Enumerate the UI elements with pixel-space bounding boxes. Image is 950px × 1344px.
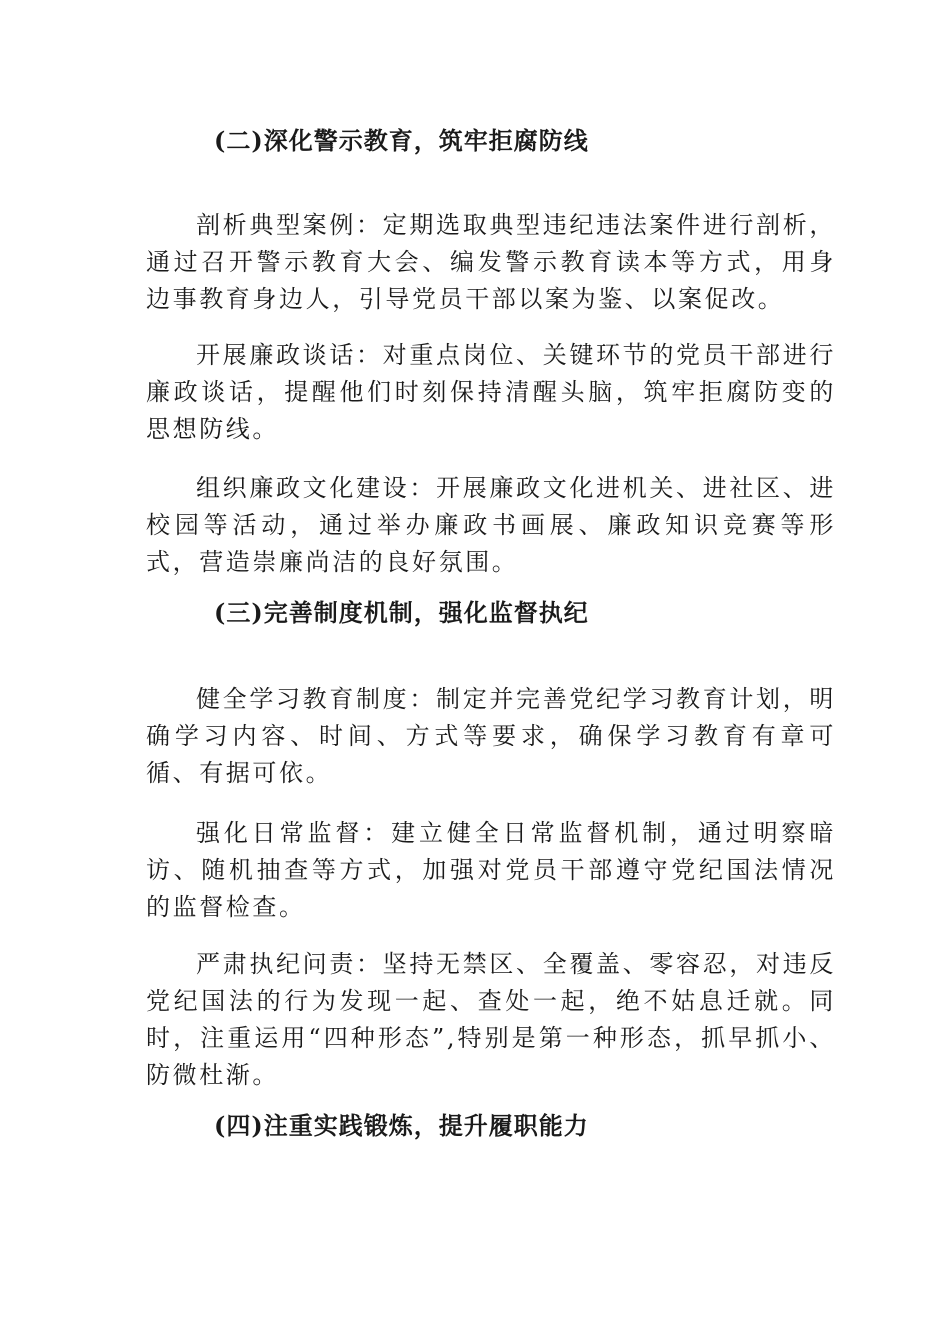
section-heading-3: (三)完善制度机制，强化监督执纪: [214, 598, 589, 627]
paragraph-case-analysis: 剖析典型案例：定期选取典型违纪违法案件进行剖析，通过召开警示教育大会、编发警示教育读本等方式，用身边事教育身边人，引导党员干部以案为鉴、以案促改。: [146, 211, 836, 313]
paragraph-study-system: 健全学习教育制度：制定并完善党纪学习教育计划，明确学习内容、时间、方式等要求，确保学习教育有章可循、有据可依。: [146, 685, 836, 787]
paragraph-integrity-talk: 开展廉政谈话：对重点岗位、关键环节的党员干部进行廉政谈话，提醒他们时刻保持清醒头脑，筑牢拒腐防变的思想防线。: [146, 341, 836, 443]
section-heading-4: (四)注重实践锻炼，提升履职能力: [214, 1111, 589, 1140]
paragraph-integrity-culture: 组织廉政文化建设：开展廉政文化进机关、进社区、进校园等活动，通过举办廉政书画展、廉政知识竞赛等形式，营造崇廉尚洁的良好氛围。: [146, 474, 836, 576]
paragraph-accountability: 严肃执纪问责：坚持无禁区、全覆盖、零容忍，对违反党纪国法的行为发现一起、查处一起，绝不姑息迁就。同时，注重运用“四种形态”,特别是第一种形态，抓早抓小、防微杜渐。: [146, 950, 836, 1089]
section-heading-2: (二)深化警示教育，筑牢拒腐防线: [214, 126, 589, 155]
paragraph-daily-supervision: 强化日常监督：建立健全日常监督机制，通过明察暗访、随机抽查等方式，加强对党员干部遵守党纪国法情况的监督检查。: [146, 819, 836, 921]
